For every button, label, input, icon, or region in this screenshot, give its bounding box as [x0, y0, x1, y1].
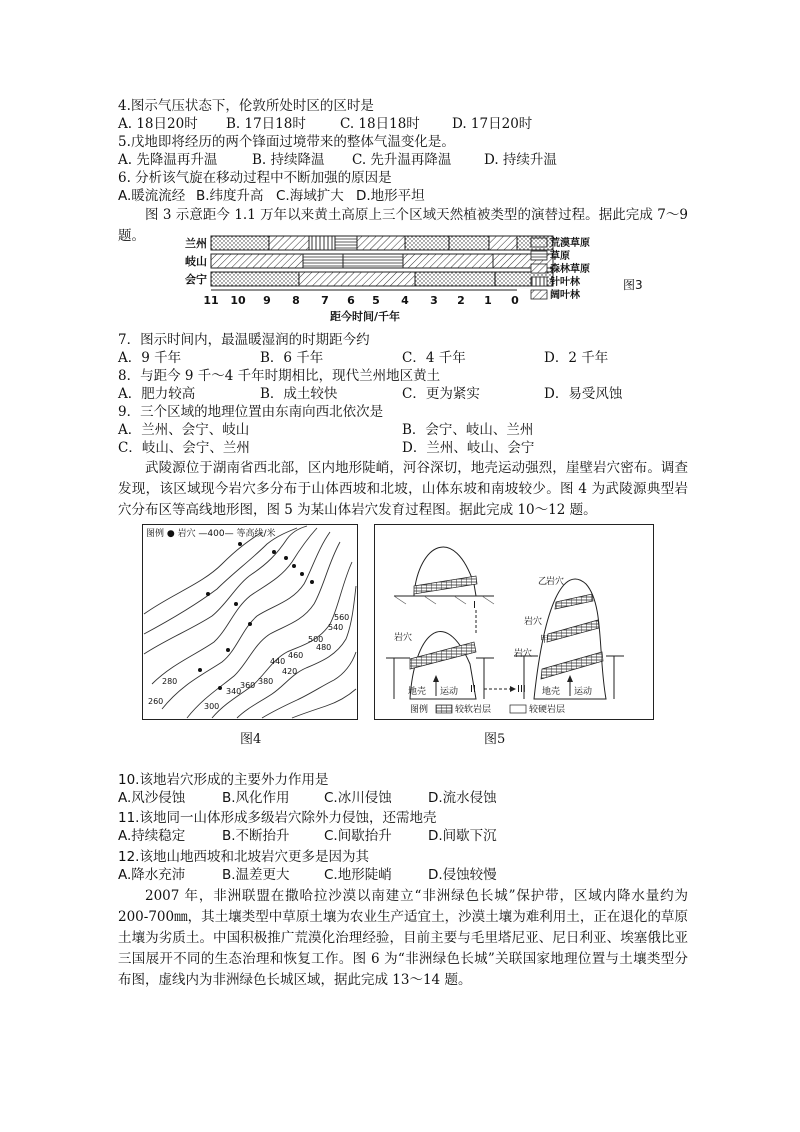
q8-option-b: B．成土较快: [260, 386, 338, 402]
q12-option-d: D.侵蚀较慢: [428, 867, 497, 883]
q9-option-a: A．兰州、会宁、岐山: [118, 422, 250, 438]
q4-stem: 4.图示气压状态下，伦敦所处时区的区时是: [118, 98, 374, 114]
q9-option-b: B．会宁、岐山、兰州: [402, 422, 534, 438]
fig5-label-jia: 甲: [540, 635, 550, 645]
intro-fig6: 2007 年，非洲联盟在撒哈拉沙漠以南建立“非洲绿色长城”保护带，区域内降水量约为 200-700㎜，其土壤类型中草原土壤为农业生产适宜土，沙漠土壤为难利用土，正在退化的草原土壤为劣质土。中国积极推广荒漠化治理经验，目前主要与毛里塔尼亚、尼日利亚、埃塞俄比亚三国展开不同的生态治理和恢复工作。图 6 为“非洲绿色长城”关联国家地理位置与土壤类型分布图，虚线内为非洲绿色长城区域，据此完成 13～14 题。: [118, 888, 688, 988]
fig3-row-huining: 会宁: [185, 273, 207, 286]
fig5-legend-soft: 较软岩层: [455, 705, 492, 715]
fig3-legend-broadleaf: 阔叶林: [550, 290, 580, 301]
fig5-crust-label-ii: 地壳: [408, 687, 427, 697]
q12-stem: 12.该地山地西坡和北坡岩穴更多是因为其: [118, 849, 369, 865]
fig3-tick: 8: [292, 294, 300, 307]
fig3-tick: 1: [484, 294, 492, 307]
fig5-cave-label-yi: 岩穴: [546, 577, 565, 587]
fig3-xlabel: 距今时间/千年: [329, 310, 401, 323]
q7-option-a: A．9 千年: [118, 350, 182, 366]
fig5-stage-i: I: [473, 600, 476, 611]
q10-option-d: D.流水侵蚀: [428, 790, 497, 806]
q4-option-a: A. 18日20时: [118, 116, 198, 132]
fig4-contour-label: 420: [282, 667, 298, 676]
q4-option-d: D. 17日20时: [452, 116, 533, 132]
fig4-contour-label: 460: [288, 651, 304, 660]
fig5-crust-label-iii: 地壳: [542, 687, 561, 697]
q7-stem: 7．图示时间内，最温暖湿润的时期距今约: [118, 332, 370, 348]
q6-option-a: A.暖流流经: [118, 188, 186, 204]
fig5-cave-label-upper: 岩穴: [524, 617, 543, 627]
q10-option-b: B.风化作用: [222, 790, 290, 806]
q5-option-d: D. 持续升温: [484, 152, 557, 168]
q10-option-a: A.风沙侵蚀: [118, 790, 186, 806]
fig3-tick: 2: [457, 294, 465, 307]
figure-3: [175, 232, 665, 324]
figure-5: [374, 524, 654, 720]
fig4-contour-label: 300: [204, 702, 220, 711]
intro-fig4: 武陵源位于湖南省西北部，区内地形陡峭，河谷深切，地壳运动强烈，崖壁岩穴密布。调查发现，该区域现今岩穴多分布于山体西坡和北坡，山体东坡和南坡较少。图 4 为武陵源典型岩穴分布区等高线地形图，图 5 为某山体岩穴发育过程图。据此完成 10～12 题。: [118, 460, 688, 518]
q11-option-b: B.不断抬升: [222, 828, 290, 844]
fig3-tick: 5: [372, 294, 380, 307]
fig3-tick: 7: [321, 294, 329, 307]
fig3-legend-desert-steppe: 荒漠草原: [550, 238, 590, 249]
q12-option-a: A.降水充沛: [118, 867, 186, 883]
fig4-contour-label: 360: [240, 681, 256, 690]
q6-option-c: C.海域扩大: [276, 188, 344, 204]
fig5-move-label-iii: 运动: [574, 687, 593, 697]
fig4-contour-label: 480: [316, 643, 332, 652]
q9-option-d: D．兰州、岐山、会宁: [402, 440, 535, 456]
fig3-caption: 图3: [623, 278, 643, 292]
figure-4: [142, 524, 358, 720]
q11-stem: 11.该地同一山体形成多级岩穴除外力侵蚀，还需地壳: [118, 810, 437, 826]
fig4-contour-label: 340: [226, 687, 242, 696]
fig4-contour-label: 500: [308, 635, 324, 644]
fig4-contour-label: 280: [162, 677, 178, 686]
fig4-contour-label: 440: [270, 657, 286, 666]
fig4-contour-label: 540: [328, 623, 344, 632]
fig4-caption: 图4: [240, 732, 262, 747]
q8-stem: 8．与距今 9 千～4 千年时期相比，现代兰州地区黄土: [118, 368, 441, 384]
fig3-row-lanzhou: 兰州: [185, 237, 207, 250]
fig3-tick: 0: [511, 294, 519, 307]
fig5-stage-iii: III: [517, 684, 526, 695]
fig3-tick: 9: [263, 294, 271, 307]
fig3-tick: 11: [203, 294, 219, 307]
fig4-contour-label: 260: [148, 697, 164, 706]
q11-option-a: A.持续稳定: [118, 828, 186, 844]
q7-option-d: D．2 千年: [544, 350, 609, 366]
fig4-contour-label: 380: [258, 677, 274, 686]
q4-option-b: B. 17日18时: [226, 116, 306, 132]
fig5-move-label-ii: 运动: [440, 687, 459, 697]
fig5-caption: 图5: [484, 732, 506, 747]
q9-option-c: C．岐山、会宁、兰州: [118, 440, 250, 456]
q4-option-c: C. 18日18时: [340, 116, 420, 132]
fig4-legend: 图例 ● 岩穴 —400— 等高线/米: [146, 529, 276, 539]
fig5-cave-label-lower: 岩穴: [514, 649, 533, 659]
q7-option-c: C．4 千年: [402, 350, 466, 366]
q6-option-d: D.地形平坦: [356, 188, 425, 204]
q12-option-c: C.地形陡峭: [324, 867, 392, 883]
q10-option-c: C.冰川侵蚀: [324, 790, 392, 806]
q8-option-d: D．易受风蚀: [544, 386, 623, 402]
q5-option-a: A. 先降温再升温: [118, 152, 218, 168]
q12-option-b: B.温差更大: [222, 867, 290, 883]
fig5-legend-hard: 较硬岩层: [529, 705, 566, 715]
fig3-tick: 4: [401, 294, 409, 307]
q8-option-c: C．更为紧实: [402, 386, 480, 402]
q8-option-a: A．肥力较高: [118, 386, 196, 402]
fig5-cave-label-ii: 岩穴: [394, 633, 413, 643]
q10-stem: 10.该地岩穴形成的主要外力作用是: [118, 772, 329, 788]
intro-fig3: 图 3 示意距今 1.1 万年以来黄土高原上三个区域天然植被类型的演替过程。据此完成 7～9 题。: [118, 207, 688, 244]
fig3-tick: 10: [230, 294, 246, 307]
q6-stem: 6. 分析该气旋在移动过程中不断加强的原因是: [118, 170, 392, 186]
fig5-legend-title: 图例: [410, 705, 429, 715]
fig3-tick: 3: [430, 294, 438, 307]
fig5-stage-ii: II: [470, 684, 476, 695]
fig3-legend-conifer: 针叶林: [550, 277, 580, 288]
fig3-tick: 6: [347, 294, 355, 307]
q6-option-b: B.纬度升高: [196, 188, 264, 204]
fig5-label-yi: 乙: [538, 577, 548, 587]
q9-stem: 9．三个区域的地理位置由东南向西北依次是: [118, 404, 384, 420]
fig3-legend-forest-steppe: 森林草原: [550, 264, 590, 275]
fig3-row-qishan: 岐山: [185, 255, 207, 268]
q5-option-c: C. 先升温再降温: [352, 152, 452, 168]
fig3-legend-steppe: 草原: [550, 251, 570, 262]
q11-option-c: C.间歇抬升: [324, 828, 392, 844]
q11-option-d: D.间歇下沉: [428, 828, 497, 844]
q5-option-b: B. 持续降温: [252, 152, 325, 168]
q5-stem: 5.戊地即将经历的两个锋面过境带来的整体气温变化是。: [118, 134, 455, 150]
fig4-contour-label: 560: [334, 613, 350, 622]
q7-option-b: B．6 千年: [260, 350, 324, 366]
